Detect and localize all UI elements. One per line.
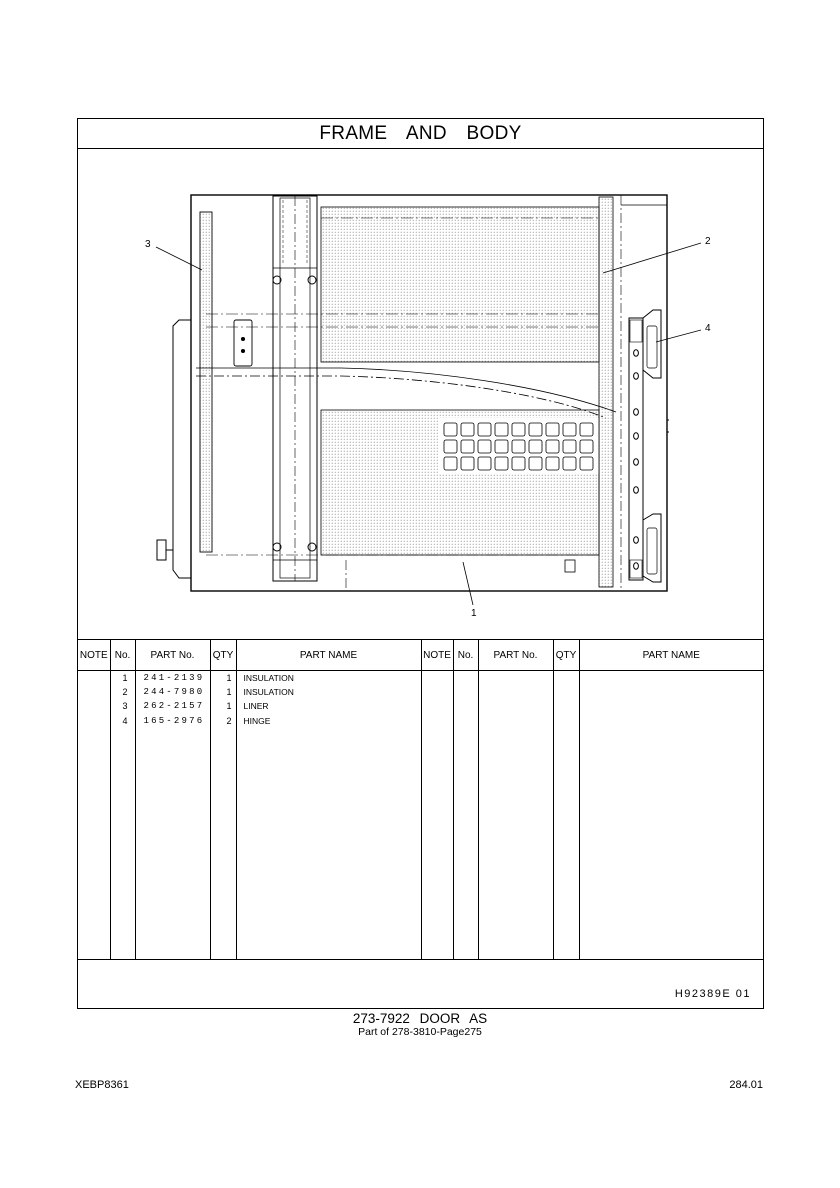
title-bar	[78, 119, 763, 149]
no-column	[110, 671, 135, 960]
table-cell: 244-7980	[143, 687, 205, 698]
header-part-no-2: PART No.	[478, 640, 553, 671]
table-cell: 1	[226, 673, 232, 683]
note-column	[78, 671, 110, 960]
drawing-code: H92389E 01	[674, 988, 751, 1000]
table-cell: HINGE	[243, 715, 271, 726]
table-cell: 2	[122, 687, 128, 698]
header-no-2: No.	[453, 640, 478, 671]
header-part-name: PART NAME	[236, 640, 421, 671]
table-header-row	[78, 640, 763, 671]
parts-table	[78, 639, 763, 959]
header-qty-2: QTY	[553, 640, 579, 671]
header-part-no: PART No.	[135, 640, 210, 671]
table-cell: 1	[122, 673, 128, 683]
page-title: FRAME AND BODY	[319, 122, 522, 144]
table-cell: 1	[226, 701, 232, 712]
assembly-subtitle: Part of 278-3810-Page275	[358, 1026, 482, 1038]
vertical-channel	[273, 196, 317, 581]
table-cell: 165-2976	[143, 715, 205, 726]
callout-3: 3	[145, 239, 151, 250]
callout-2: 2	[705, 236, 711, 247]
insulation-panel-lower	[206, 410, 601, 590]
header-note: NOTE	[78, 640, 110, 671]
document-id: XEBP8361	[75, 1079, 129, 1091]
table-cell: INSULATION	[243, 687, 294, 698]
table-cell: 1	[226, 687, 232, 698]
table-body-row	[78, 671, 763, 960]
callout-4: 4	[705, 323, 711, 334]
drawing-code-row	[78, 959, 763, 1008]
table-cell: LINER	[243, 701, 269, 712]
door-assembly-drawing	[78, 149, 763, 639]
header-no: No.	[110, 640, 135, 671]
table-cell: 4	[122, 715, 128, 726]
parts-sheet	[77, 118, 764, 1009]
part-no-column	[135, 671, 210, 960]
assembly-title: 273-7922 DOOR AS	[352, 1011, 488, 1026]
header-qty: QTY	[210, 640, 236, 671]
part-no-column-2	[478, 671, 553, 960]
table-cell: 2	[226, 715, 232, 726]
callout-1: 1	[471, 608, 477, 619]
qty-column-2	[553, 671, 579, 960]
table-cell: INSULATION	[243, 673, 294, 683]
right-frame-insulation	[599, 197, 613, 587]
table-cell: 262-2157	[143, 701, 205, 712]
part-name-column-2	[579, 671, 763, 960]
liner-strip	[200, 212, 212, 552]
table-cell: 241-2139	[143, 673, 205, 683]
grid-cutouts	[439, 418, 599, 474]
page-number: 284.01	[729, 1079, 763, 1091]
hinge-assembly	[629, 310, 669, 582]
header-note-2: NOTE	[421, 640, 453, 671]
qty-column	[210, 671, 236, 960]
insulation-panel-upper	[206, 207, 601, 362]
header-part-name-2: PART NAME	[579, 640, 763, 671]
note-column-2	[421, 671, 453, 960]
no-column-2	[453, 671, 478, 960]
part-name-column	[236, 671, 421, 960]
table-cell: 3	[122, 701, 128, 712]
